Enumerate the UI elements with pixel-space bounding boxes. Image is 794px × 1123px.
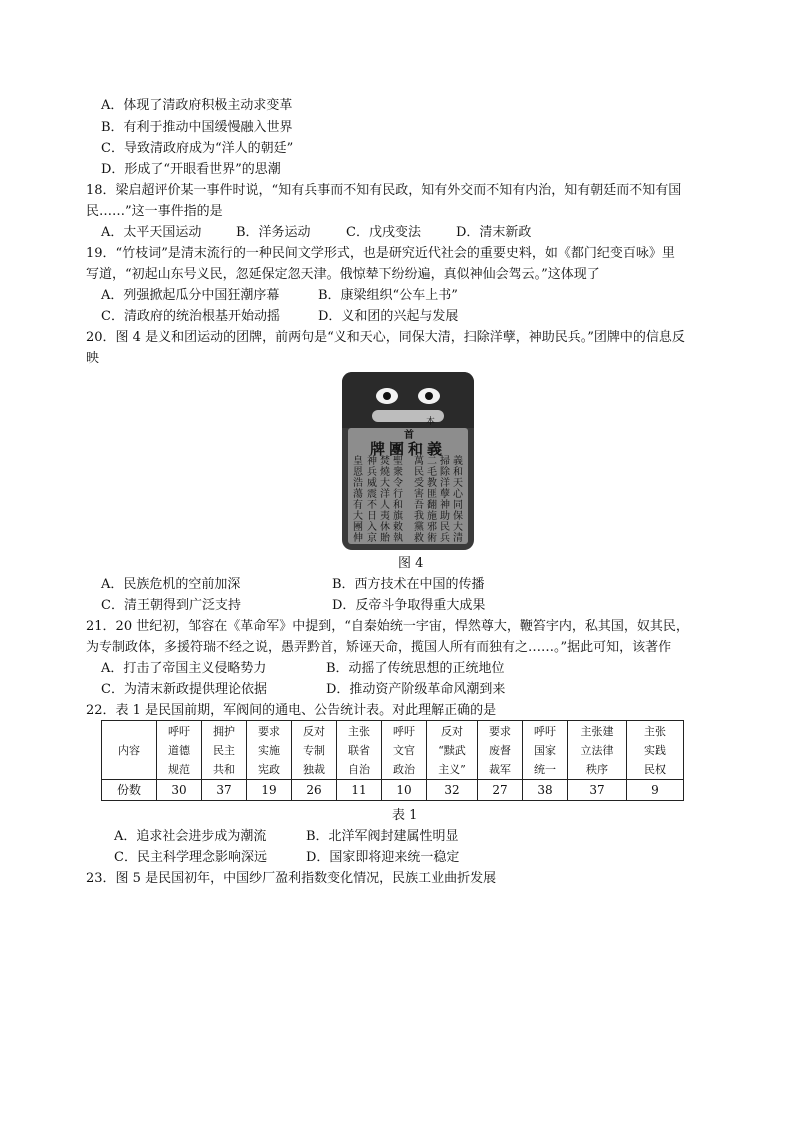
table-cell: 26	[292, 780, 337, 801]
q22-option-d: D．国家即将迎来统一稳定	[306, 850, 460, 865]
table-cell: 38	[523, 780, 568, 801]
q19-option-d: D．义和团的兴起与发展	[318, 309, 459, 324]
table-cell: 9	[627, 780, 684, 801]
q19-option-c: C．清政府的统治根基开始动摇	[101, 309, 280, 324]
table-column-header: 主张建 立法律 秩序	[568, 721, 627, 780]
q20-option-c: C．清王朝得到广泛支持	[101, 598, 241, 613]
tuanpai-corner: 本	[426, 417, 436, 427]
q17-option-d: D．形成了“开眼看世界”的思潮	[101, 162, 281, 177]
table-column-header: 反对 专制 独裁	[292, 721, 337, 780]
tuanpai-column-5: 聖衆令行和旗敕執	[393, 456, 403, 544]
table-cell: 37	[568, 780, 627, 801]
table-cell: 10	[382, 780, 427, 801]
beast-head-carving	[342, 372, 474, 428]
table-column-header: 拥护 民主 共和	[202, 721, 247, 780]
q22-option-b: B．北洋军阀封建属性明显	[306, 829, 459, 844]
q21-option-d: D．推动资产阶级革命风潮到来	[326, 682, 506, 697]
table-1-caption: 表 1	[392, 808, 418, 823]
table-cell: 32	[427, 780, 478, 801]
tuanpai-column-3: 二毛教匪翻施邪術	[427, 456, 437, 544]
q18-stem-line-1: 18．梁启超评价某一事件时说，“知有兵事而不知有民政，知有外交而不知有内治，知有朝廷而不知有国	[86, 183, 682, 198]
table-1	[101, 720, 684, 801]
q19-option-b: B．康梁组织“公车上书”	[318, 288, 458, 303]
table-column-header: 反对 “黩武 主义”	[427, 721, 478, 780]
q21-option-c: C．为清末新政提供理论依据	[101, 682, 267, 697]
q21-option-a: A．打击了帝国主义侵略势力	[101, 661, 267, 676]
q20-option-b: B．西方技术在中国的传播	[332, 577, 485, 592]
q17-option-a: A．体现了清政府积极主动求变革	[101, 98, 293, 113]
table-header-row	[102, 721, 684, 780]
tuanpai-figure	[342, 372, 474, 550]
table-column-header: 呼吁 国家 统一	[523, 721, 568, 780]
q17-option-b: B．有利于推动中国缓慢融入世界	[101, 120, 293, 135]
table-column-header: 要求 实施 宪政	[247, 721, 292, 780]
q22-stem: 22．表 1 是民国前期，军阀间的通电、公告统计表。对此理解正确的是	[86, 703, 497, 718]
left-eye	[376, 388, 398, 404]
table-cell: 19	[247, 780, 292, 801]
figure-4-caption: 图 4	[398, 556, 424, 571]
q17-option-c: C．导致清政府成为“洋人的朝廷”	[101, 141, 294, 156]
table-column-header: 呼吁 文官 政治	[382, 721, 427, 780]
q22-option-c: C．民主科学理念影响深远	[114, 850, 267, 865]
q20-stem-line-1: 20．图 4 是义和团运动的团牌，前两句是“义和天心，同保大清，扫除洋孽，神助民兵。”团牌中的信息反	[86, 330, 685, 345]
table-row-label: 份数	[102, 780, 157, 801]
table-cell: 30	[157, 780, 202, 801]
q20-option-d: D．反帝斗争取得重大成果	[332, 598, 486, 613]
tuanpai-column-8: 皇恩浩蕩有大團伸	[353, 456, 363, 544]
tuanpai-title: 牌團和義	[369, 440, 446, 458]
q18-option-d: D．清末新政	[456, 225, 532, 240]
q19-stem-line-1: 19．“竹枝词”是清末流行的一种民间文学形式，也是研究近代社会的重要史料，如《都门纪变百咏》里	[86, 246, 675, 261]
table-column-header: 主张 实践 民权	[627, 721, 684, 780]
right-eye	[418, 388, 440, 404]
q19-stem-line-2: 写道，“初起山东号义民，忽延保定忽天津。俄惊辇下纷纷遍，真似神仙会驾云。”这体现了	[86, 267, 600, 282]
table-column-header: 要求 废督 裁军	[478, 721, 523, 780]
q18-option-a: A．太平天国运动	[101, 225, 202, 240]
tuanpai-column-1: 義和天心同保大清	[453, 456, 463, 544]
q20-stem-line-2: 映	[86, 351, 100, 366]
tuanpai-header: 首	[404, 430, 414, 441]
q18-option-c: C．戊戌变法	[346, 225, 421, 240]
table-header-label: 内容	[102, 721, 157, 780]
table-column-header: 主张 联省 自治	[337, 721, 382, 780]
table-cell: 27	[478, 780, 523, 801]
q19-option-a: A．列强掀起瓜分中国狂潮序幕	[101, 288, 280, 303]
q20-option-a: A．民族危机的空前加深	[101, 577, 241, 592]
q18-stem-line-2: 民……”这一事件指的是	[86, 204, 223, 219]
q21-stem-line-1: 21．20 世纪初，邹容在《革命军》中提到，“自秦始统一宇宙，悍然尊大，鞭笞宇内，私其国，奴其民，	[86, 619, 689, 634]
q18-option-b: B．洋务运动	[236, 225, 311, 240]
table-values-row	[102, 780, 684, 801]
table-cell: 11	[337, 780, 382, 801]
table-cell: 37	[202, 780, 247, 801]
tuanpai-column-7: 神兵威震不日入京	[367, 456, 377, 544]
q21-option-b: B．动摇了传统思想的正统地位	[326, 661, 505, 676]
table-column-header: 呼吁 道德 规范	[157, 721, 202, 780]
tuanpai-column-4: 萬民受害吾我黨救	[414, 456, 424, 544]
q21-stem-line-2: 为专制政体，多援符瑞不经之说，愚弄黔首，矫诬天命，揽国人所有而独有之……。”据此可知，该著作	[86, 640, 672, 655]
tuanpai-column-2: 掃除洋孽神助民兵	[440, 456, 450, 544]
tuanpai-column-6: 焚燒大洋人夷休貽	[380, 456, 390, 544]
q22-option-a: A．追求社会进步成为潮流	[114, 829, 267, 844]
q23-stem: 23．图 5 是民国初年，中国纱厂盈利指数变化情况，民族工业曲折发展	[86, 871, 497, 886]
tuanpai-plaque	[348, 417, 468, 544]
